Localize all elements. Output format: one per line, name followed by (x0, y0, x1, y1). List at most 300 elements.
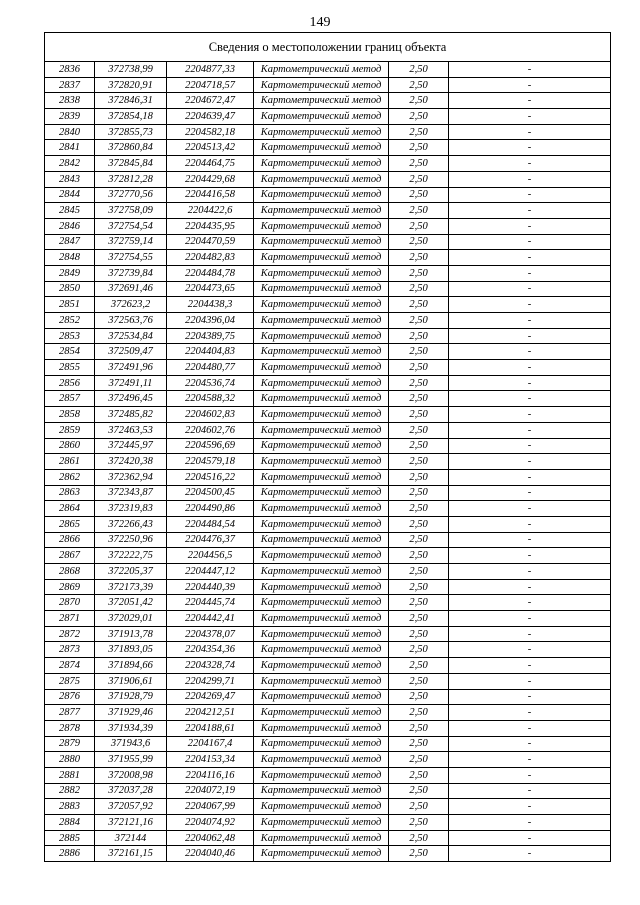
y-coordinate-cell: 2204299,71 (167, 673, 254, 689)
y-coordinate-cell: 2204639,47 (167, 109, 254, 125)
method-cell: Картометрический метод (254, 344, 389, 360)
accuracy-cell: 2,50 (389, 124, 449, 140)
method-cell: Картометрический метод (254, 830, 389, 846)
y-coordinate-cell: 2204490,86 (167, 501, 254, 517)
x-coordinate-cell: 372362,94 (95, 469, 167, 485)
method-cell: Картометрический метод (254, 140, 389, 156)
page-number: 149 (309, 15, 331, 30)
point-number-cell: 2870 (45, 595, 95, 611)
method-cell: Картометрический метод (254, 532, 389, 548)
y-coordinate-cell: 2204588,32 (167, 391, 254, 407)
point-number-cell: 2860 (45, 438, 95, 454)
accuracy-cell: 2,50 (389, 815, 449, 831)
method-cell: Картометрический метод (254, 438, 389, 454)
table-title: Сведения о местоположении границ объекта (45, 33, 611, 62)
x-coordinate-cell: 372222,75 (95, 548, 167, 564)
description-cell: - (449, 501, 611, 517)
table-row (45, 234, 611, 250)
description-cell: - (449, 234, 611, 250)
x-coordinate-cell: 372491,96 (95, 360, 167, 376)
method-cell: Картометрический метод (254, 673, 389, 689)
point-number-cell: 2886 (45, 846, 95, 862)
x-coordinate-cell: 372623,2 (95, 297, 167, 313)
point-number-cell: 2863 (45, 485, 95, 501)
x-coordinate-cell: 372029,01 (95, 611, 167, 627)
description-cell: - (449, 516, 611, 532)
x-coordinate-cell: 372770,56 (95, 187, 167, 203)
table-row (45, 485, 611, 501)
accuracy-cell: 2,50 (389, 375, 449, 391)
y-coordinate-cell: 2204442,41 (167, 611, 254, 627)
method-cell: Картометрический метод (254, 783, 389, 799)
table-row (45, 360, 611, 376)
x-coordinate-cell: 372854,18 (95, 109, 167, 125)
accuracy-cell: 2,50 (389, 109, 449, 125)
point-number-cell: 2885 (45, 830, 95, 846)
table-row (45, 187, 611, 203)
method-cell: Картометрический метод (254, 658, 389, 674)
x-coordinate-cell: 372754,55 (95, 250, 167, 266)
table-row (45, 752, 611, 768)
point-number-cell: 2855 (45, 360, 95, 376)
point-number-cell: 2848 (45, 250, 95, 266)
description-cell: - (449, 375, 611, 391)
accuracy-cell: 2,50 (389, 234, 449, 250)
x-coordinate-cell: 372820,91 (95, 77, 167, 93)
y-coordinate-cell: 2204480,77 (167, 360, 254, 376)
y-coordinate-cell: 2204500,45 (167, 485, 254, 501)
point-number-cell: 2853 (45, 328, 95, 344)
description-cell: - (449, 469, 611, 485)
method-cell: Картометрический метод (254, 407, 389, 423)
table-row (45, 815, 611, 831)
method-cell: Картометрический метод (254, 203, 389, 219)
accuracy-cell: 2,50 (389, 281, 449, 297)
accuracy-cell: 2,50 (389, 422, 449, 438)
method-cell: Картометрический метод (254, 548, 389, 564)
y-coordinate-cell: 2204416,58 (167, 187, 254, 203)
description-cell: - (449, 783, 611, 799)
point-number-cell: 2876 (45, 689, 95, 705)
y-coordinate-cell: 2204167,4 (167, 736, 254, 752)
accuracy-cell: 2,50 (389, 595, 449, 611)
point-number-cell: 2851 (45, 297, 95, 313)
y-coordinate-cell: 2204596,69 (167, 438, 254, 454)
x-coordinate-cell: 372057,92 (95, 799, 167, 815)
method-cell: Картометрический метод (254, 109, 389, 125)
table-row (45, 328, 611, 344)
accuracy-cell: 2,50 (389, 203, 449, 219)
point-number-cell: 2873 (45, 642, 95, 658)
x-coordinate-cell: 372051,42 (95, 595, 167, 611)
table-row (45, 156, 611, 172)
method-cell: Картометрический метод (254, 375, 389, 391)
point-number-cell: 2865 (45, 516, 95, 532)
accuracy-cell: 2,50 (389, 611, 449, 627)
y-coordinate-cell: 2204582,18 (167, 124, 254, 140)
description-cell: - (449, 93, 611, 109)
description-cell: - (449, 203, 611, 219)
point-number-cell: 2859 (45, 422, 95, 438)
point-number-cell: 2867 (45, 548, 95, 564)
point-number-cell: 2861 (45, 454, 95, 470)
accuracy-cell: 2,50 (389, 579, 449, 595)
x-coordinate-cell: 372754,54 (95, 218, 167, 234)
table-row (45, 344, 611, 360)
x-coordinate-cell: 371928,79 (95, 689, 167, 705)
table-row (45, 93, 611, 109)
table-row (45, 171, 611, 187)
point-number-cell: 2842 (45, 156, 95, 172)
description-cell: - (449, 752, 611, 768)
method-cell: Картометрический метод (254, 171, 389, 187)
method-cell: Картометрический метод (254, 156, 389, 172)
table-row (45, 705, 611, 721)
method-cell: Картометрический метод (254, 815, 389, 831)
point-number-cell: 2869 (45, 579, 95, 595)
point-number-cell: 2857 (45, 391, 95, 407)
table-row (45, 124, 611, 140)
accuracy-cell: 2,50 (389, 62, 449, 78)
point-number-cell: 2839 (45, 109, 95, 125)
accuracy-cell: 2,50 (389, 516, 449, 532)
table-row (45, 673, 611, 689)
description-cell: - (449, 642, 611, 658)
point-number-cell: 2849 (45, 265, 95, 281)
accuracy-cell: 2,50 (389, 250, 449, 266)
accuracy-cell: 2,50 (389, 391, 449, 407)
table-row (45, 532, 611, 548)
x-coordinate-cell: 372812,28 (95, 171, 167, 187)
method-cell: Картометрический метод (254, 516, 389, 532)
table-row (45, 407, 611, 423)
accuracy-cell: 2,50 (389, 156, 449, 172)
x-coordinate-cell: 372485,82 (95, 407, 167, 423)
x-coordinate-cell: 372319,83 (95, 501, 167, 517)
point-number-cell: 2884 (45, 815, 95, 831)
accuracy-cell: 2,50 (389, 93, 449, 109)
description-cell: - (449, 815, 611, 831)
y-coordinate-cell: 2204074,92 (167, 815, 254, 831)
method-cell: Картометрический метод (254, 752, 389, 768)
point-number-cell: 2856 (45, 375, 95, 391)
x-coordinate-cell: 372491,11 (95, 375, 167, 391)
method-cell: Картометрический метод (254, 689, 389, 705)
description-cell: - (449, 124, 611, 140)
point-number-cell: 2874 (45, 658, 95, 674)
table-row (45, 595, 611, 611)
y-coordinate-cell: 2204438,3 (167, 297, 254, 313)
accuracy-cell: 2,50 (389, 454, 449, 470)
method-cell: Картометрический метод (254, 485, 389, 501)
method-cell: Картометрический метод (254, 234, 389, 250)
y-coordinate-cell: 2204445,74 (167, 595, 254, 611)
accuracy-cell: 2,50 (389, 532, 449, 548)
method-cell: Картометрический метод (254, 767, 389, 783)
table-row (45, 469, 611, 485)
accuracy-cell: 2,50 (389, 564, 449, 580)
point-number-cell: 2847 (45, 234, 95, 250)
point-number-cell: 2877 (45, 705, 95, 721)
accuracy-cell: 2,50 (389, 187, 449, 203)
table-row (45, 375, 611, 391)
x-coordinate-cell: 372037,28 (95, 783, 167, 799)
x-coordinate-cell: 372250,96 (95, 532, 167, 548)
description-cell: - (449, 328, 611, 344)
description-cell: - (449, 532, 611, 548)
method-cell: Картометрический метод (254, 564, 389, 580)
description-cell: - (449, 689, 611, 705)
x-coordinate-cell: 371934,39 (95, 720, 167, 736)
description-cell: - (449, 438, 611, 454)
accuracy-cell: 2,50 (389, 140, 449, 156)
point-number-cell: 2881 (45, 767, 95, 783)
method-cell: Картометрический метод (254, 611, 389, 627)
point-number-cell: 2841 (45, 140, 95, 156)
y-coordinate-cell: 2204513,42 (167, 140, 254, 156)
method-cell: Картометрический метод (254, 595, 389, 611)
boundary-coordinates-table (44, 32, 611, 862)
description-cell: - (449, 611, 611, 627)
x-coordinate-cell: 372739,84 (95, 265, 167, 281)
point-number-cell: 2845 (45, 203, 95, 219)
point-number-cell: 2862 (45, 469, 95, 485)
table-row (45, 767, 611, 783)
table-row (45, 720, 611, 736)
accuracy-cell: 2,50 (389, 783, 449, 799)
description-cell: - (449, 77, 611, 93)
y-coordinate-cell: 2204422,6 (167, 203, 254, 219)
x-coordinate-cell: 372855,73 (95, 124, 167, 140)
y-coordinate-cell: 2204269,47 (167, 689, 254, 705)
x-coordinate-cell: 372144 (95, 830, 167, 846)
method-cell: Картометрический метод (254, 391, 389, 407)
point-number-cell: 2836 (45, 62, 95, 78)
method-cell: Картометрический метод (254, 218, 389, 234)
table-row (45, 203, 611, 219)
method-cell: Картометрический метод (254, 297, 389, 313)
table-row (45, 799, 611, 815)
method-cell: Картометрический метод (254, 705, 389, 721)
point-number-cell: 2838 (45, 93, 95, 109)
description-cell: - (449, 454, 611, 470)
point-number-cell: 2871 (45, 611, 95, 627)
y-coordinate-cell: 2204447,12 (167, 564, 254, 580)
point-number-cell: 2882 (45, 783, 95, 799)
description-cell: - (449, 218, 611, 234)
description-cell: - (449, 799, 611, 815)
accuracy-cell: 2,50 (389, 313, 449, 329)
y-coordinate-cell: 2204484,54 (167, 516, 254, 532)
table-row (45, 658, 611, 674)
accuracy-cell: 2,50 (389, 767, 449, 783)
x-coordinate-cell: 372121,16 (95, 815, 167, 831)
x-coordinate-cell: 371906,61 (95, 673, 167, 689)
point-number-cell: 2850 (45, 281, 95, 297)
method-cell: Картометрический метод (254, 846, 389, 862)
point-number-cell: 2878 (45, 720, 95, 736)
point-number-cell: 2852 (45, 313, 95, 329)
y-coordinate-cell: 2204536,74 (167, 375, 254, 391)
accuracy-cell: 2,50 (389, 752, 449, 768)
method-cell: Картометрический метод (254, 736, 389, 752)
table-row (45, 281, 611, 297)
point-number-cell: 2879 (45, 736, 95, 752)
table-row (45, 438, 611, 454)
accuracy-cell: 2,50 (389, 689, 449, 705)
description-cell: - (449, 297, 611, 313)
y-coordinate-cell: 2204464,75 (167, 156, 254, 172)
table-row (45, 516, 611, 532)
y-coordinate-cell: 2204473,65 (167, 281, 254, 297)
description-cell: - (449, 250, 611, 266)
method-cell: Картометрический метод (254, 93, 389, 109)
accuracy-cell: 2,50 (389, 218, 449, 234)
table-row (45, 140, 611, 156)
method-cell: Картометрический метод (254, 454, 389, 470)
accuracy-cell: 2,50 (389, 846, 449, 862)
table-row (45, 846, 611, 862)
table-row (45, 109, 611, 125)
accuracy-cell: 2,50 (389, 469, 449, 485)
method-cell: Картометрический метод (254, 265, 389, 281)
x-coordinate-cell: 372463,53 (95, 422, 167, 438)
x-coordinate-cell: 371894,66 (95, 658, 167, 674)
description-cell: - (449, 564, 611, 580)
y-coordinate-cell: 2204579,18 (167, 454, 254, 470)
description-cell: - (449, 548, 611, 564)
description-cell: - (449, 830, 611, 846)
accuracy-cell: 2,50 (389, 548, 449, 564)
description-cell: - (449, 846, 611, 862)
table-title-row (45, 33, 611, 62)
x-coordinate-cell: 372691,46 (95, 281, 167, 297)
accuracy-cell: 2,50 (389, 485, 449, 501)
y-coordinate-cell: 2204672,47 (167, 93, 254, 109)
table-row (45, 218, 611, 234)
method-cell: Картометрический метод (254, 626, 389, 642)
y-coordinate-cell: 2204456,5 (167, 548, 254, 564)
method-cell: Картометрический метод (254, 250, 389, 266)
y-coordinate-cell: 2204516,22 (167, 469, 254, 485)
x-coordinate-cell: 372845,84 (95, 156, 167, 172)
point-number-cell: 2866 (45, 532, 95, 548)
table-row (45, 689, 611, 705)
description-cell: - (449, 156, 611, 172)
point-number-cell: 2875 (45, 673, 95, 689)
x-coordinate-cell: 372266,43 (95, 516, 167, 532)
method-cell: Картометрический метод (254, 360, 389, 376)
y-coordinate-cell: 2204435,95 (167, 218, 254, 234)
description-cell: - (449, 265, 611, 281)
accuracy-cell: 2,50 (389, 626, 449, 642)
method-cell: Картометрический метод (254, 77, 389, 93)
y-coordinate-cell: 2204072,19 (167, 783, 254, 799)
y-coordinate-cell: 2204040,46 (167, 846, 254, 862)
description-cell: - (449, 720, 611, 736)
description-cell: - (449, 485, 611, 501)
accuracy-cell: 2,50 (389, 297, 449, 313)
x-coordinate-cell: 372173,39 (95, 579, 167, 595)
y-coordinate-cell: 2204440,39 (167, 579, 254, 595)
table-row (45, 454, 611, 470)
description-cell: - (449, 140, 611, 156)
point-number-cell: 2868 (45, 564, 95, 580)
y-coordinate-cell: 2204602,76 (167, 422, 254, 438)
x-coordinate-cell: 372420,38 (95, 454, 167, 470)
table-row (45, 265, 611, 281)
table-row (45, 830, 611, 846)
accuracy-cell: 2,50 (389, 501, 449, 517)
y-coordinate-cell: 2204389,75 (167, 328, 254, 344)
y-coordinate-cell: 2204396,04 (167, 313, 254, 329)
table-row (45, 579, 611, 595)
method-cell: Картометрический метод (254, 62, 389, 78)
table-row (45, 422, 611, 438)
description-cell: - (449, 579, 611, 595)
table-row (45, 626, 611, 642)
description-cell: - (449, 767, 611, 783)
y-coordinate-cell: 2204212,51 (167, 705, 254, 721)
accuracy-cell: 2,50 (389, 673, 449, 689)
x-coordinate-cell: 372738,99 (95, 62, 167, 78)
method-cell: Картометрический метод (254, 124, 389, 140)
method-cell: Картометрический метод (254, 187, 389, 203)
description-cell: - (449, 705, 611, 721)
y-coordinate-cell: 2204429,68 (167, 171, 254, 187)
y-coordinate-cell: 2204482,83 (167, 250, 254, 266)
table-row (45, 391, 611, 407)
x-coordinate-cell: 372445,97 (95, 438, 167, 454)
table-row (45, 313, 611, 329)
method-cell: Картометрический метод (254, 642, 389, 658)
point-number-cell: 2837 (45, 77, 95, 93)
x-coordinate-cell: 371943,6 (95, 736, 167, 752)
accuracy-cell: 2,50 (389, 658, 449, 674)
point-number-cell: 2864 (45, 501, 95, 517)
table-row (45, 611, 611, 627)
accuracy-cell: 2,50 (389, 705, 449, 721)
y-coordinate-cell: 2204404,83 (167, 344, 254, 360)
table-row (45, 62, 611, 78)
method-cell: Картометрический метод (254, 720, 389, 736)
x-coordinate-cell: 372343,87 (95, 485, 167, 501)
y-coordinate-cell: 2204378,07 (167, 626, 254, 642)
method-cell: Картометрический метод (254, 422, 389, 438)
table-row (45, 250, 611, 266)
x-coordinate-cell: 372759,14 (95, 234, 167, 250)
y-coordinate-cell: 2204484,78 (167, 265, 254, 281)
y-coordinate-cell: 2204476,37 (167, 532, 254, 548)
description-cell: - (449, 626, 611, 642)
accuracy-cell: 2,50 (389, 407, 449, 423)
y-coordinate-cell: 2204328,74 (167, 658, 254, 674)
description-cell: - (449, 171, 611, 187)
description-cell: - (449, 422, 611, 438)
table-row (45, 736, 611, 752)
accuracy-cell: 2,50 (389, 642, 449, 658)
method-cell: Картометрический метод (254, 281, 389, 297)
description-cell: - (449, 187, 611, 203)
x-coordinate-cell: 372534,84 (95, 328, 167, 344)
y-coordinate-cell: 2204877,33 (167, 62, 254, 78)
x-coordinate-cell: 371893,05 (95, 642, 167, 658)
accuracy-cell: 2,50 (389, 77, 449, 93)
x-coordinate-cell: 372008,98 (95, 767, 167, 783)
description-cell: - (449, 62, 611, 78)
y-coordinate-cell: 2204354,36 (167, 642, 254, 658)
x-coordinate-cell: 372161,15 (95, 846, 167, 862)
